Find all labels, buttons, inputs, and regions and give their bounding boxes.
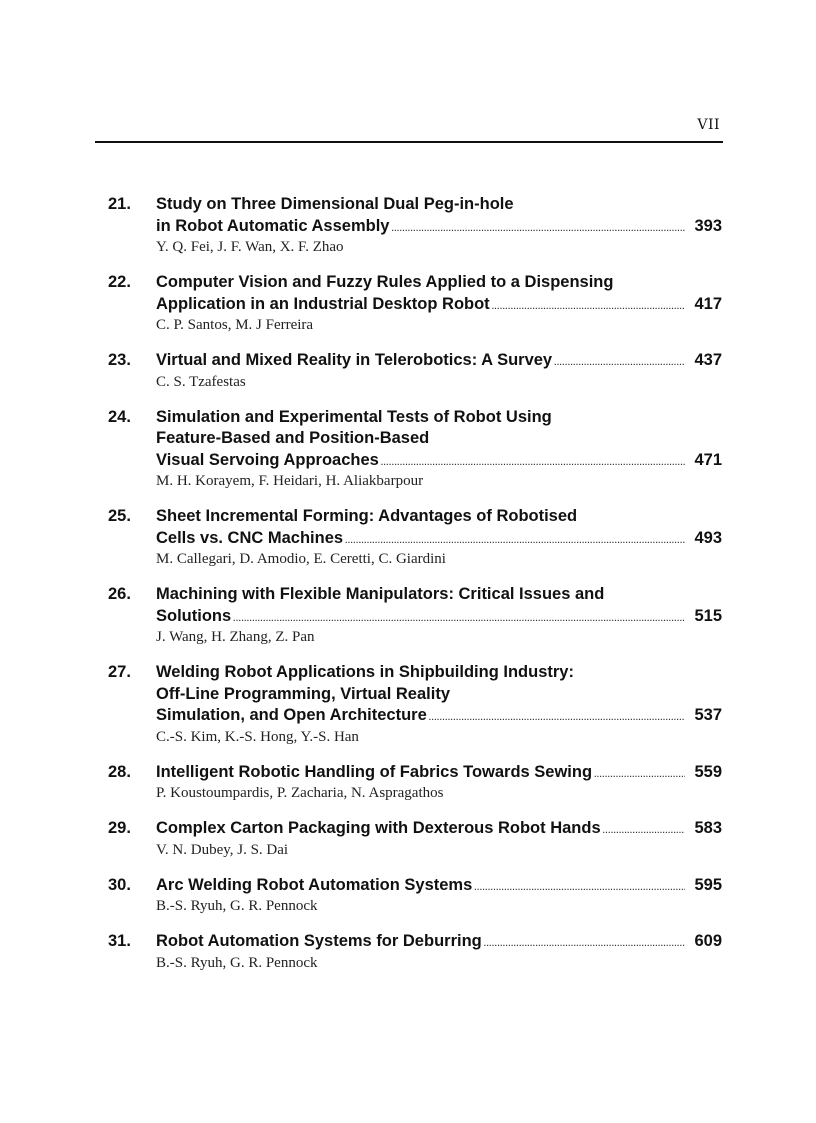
chapter-title-last-line (156, 294, 722, 316)
chapter-title-last-line (156, 931, 722, 953)
toc-entry-body (156, 931, 722, 974)
toc-entry-body (156, 350, 722, 393)
chapter-number: 26. (108, 585, 131, 603)
dot-leader (381, 459, 685, 467)
dot-leader (554, 359, 685, 367)
dot-leader (603, 827, 685, 835)
chapter-authors: M. Callegari, D. Amodio, E. Ceretti, C. Giardini (156, 551, 446, 567)
chapter-title-line: Welding Robot Applications in Shipbuilding Industry: (156, 663, 574, 681)
toc-entry-body (156, 818, 722, 861)
toc-entry[interactable] (108, 931, 722, 974)
toc-entry[interactable] (108, 350, 722, 393)
chapter-title-last-line (156, 705, 722, 727)
toc-entry-body (156, 506, 722, 570)
table-of-contents (108, 194, 722, 988)
chapter-page-number[interactable]: 393 (694, 216, 722, 235)
chapter-page-number[interactable]: 437 (694, 351, 722, 369)
toc-entry-body (156, 584, 722, 648)
chapter-title-last-line (156, 606, 722, 628)
toc-entry[interactable] (108, 818, 722, 861)
chapter-number: 27. (108, 663, 131, 681)
chapter-page-number[interactable]: 537 (694, 706, 722, 724)
dot-leader (233, 615, 685, 623)
toc-entry-body (156, 407, 722, 493)
dot-leader (474, 884, 685, 892)
chapter-page-number[interactable]: 493 (694, 528, 722, 547)
chapter-page-number[interactable]: 515 (694, 606, 722, 625)
toc-entry[interactable] (108, 506, 722, 570)
chapter-title-line: Robot Automation Systems for Deburring (156, 932, 482, 950)
chapter-title-line: Visual Servoing Approaches (156, 450, 379, 469)
chapter-page-number[interactable]: 595 (694, 875, 722, 894)
chapter-authors: M. H. Korayem, F. Heidari, H. Aliakbarpour (156, 473, 424, 489)
toc-entry[interactable] (108, 875, 722, 918)
toc-entry-body (156, 762, 722, 805)
chapter-title-last-line (156, 350, 722, 372)
chapter-authors: J. Wang, H. Zhang, Z. Pan (156, 629, 315, 645)
chapter-page-number[interactable]: 609 (694, 932, 722, 950)
dot-leader (429, 714, 685, 722)
dot-leader (594, 771, 685, 779)
chapter-number: 28. (108, 762, 131, 781)
dot-leader (345, 537, 685, 545)
chapter-authors: B.-S. Ryuh, G. R. Pennock (156, 898, 318, 914)
chapter-authors: C.-S. Kim, K.-S. Hong, Y.-S. Han (156, 728, 359, 745)
chapter-title-line: Complex Carton Packaging with Dexterous Robot Hands (156, 819, 601, 837)
toc-entry[interactable] (108, 584, 722, 648)
chapter-authors: Y. Q. Fei, J. F. Wan, X. F. Zhao (156, 239, 344, 255)
header-rule (95, 141, 723, 143)
dot-leader (391, 225, 685, 233)
chapter-title-line: Study on Three Dimensional Dual Peg-in-hole (156, 195, 514, 213)
chapter-title-line: Simulation, and Open Architecture (156, 706, 427, 724)
chapter-number: 30. (108, 875, 131, 894)
chapter-title-line: Cells vs. CNC Machines (156, 528, 344, 547)
chapter-title-line: Computer Vision and Fuzzy Rules Applied to a Dispensing (156, 273, 614, 291)
chapter-title-last-line (156, 528, 722, 550)
chapter-authors: C. P. Santos, M. J Ferreira (156, 317, 314, 333)
chapter-number: 21. (108, 195, 131, 213)
chapter-page-number[interactable]: 583 (694, 819, 722, 837)
chapter-title-line: Arc Welding Robot Automation Systems (156, 875, 473, 894)
chapter-number: 25. (108, 507, 131, 525)
chapter-authors: V. N. Dubey, J. S. Dai (156, 841, 289, 858)
chapter-title-line: Machining with Flexible Manipulators: Critical Issues and (156, 585, 605, 603)
chapter-title-line: Application in an Industrial Desktop Robot (156, 294, 490, 313)
chapter-number: 22. (108, 273, 131, 291)
toc-entry[interactable] (108, 662, 722, 748)
toc-entry-body (156, 662, 722, 748)
chapter-title-line: Sheet Incremental Forming: Advantages of Robotised (156, 507, 578, 525)
chapter-title-line: Simulation and Experimental Tests of Robot Using (156, 407, 552, 426)
chapter-page-number[interactable]: 559 (694, 762, 722, 781)
toc-entry[interactable] (108, 407, 722, 493)
toc-entry[interactable] (108, 194, 722, 258)
chapter-title-line: in Robot Automatic Assembly (156, 216, 390, 235)
chapter-authors: P. Koustoumpardis, P. Zacharia, N. Aspragathos (156, 785, 444, 801)
chapter-title-line: Feature-Based and Position-Based (156, 429, 430, 447)
page-number: VII (697, 117, 720, 133)
chapter-title-last-line (156, 762, 722, 784)
toc-entry-body (156, 272, 722, 336)
chapter-number: 29. (108, 819, 131, 837)
chapter-title-line: Solutions (156, 606, 232, 625)
chapter-authors: C. S. Tzafestas (156, 373, 246, 390)
chapter-title-last-line (156, 216, 722, 238)
toc-entry[interactable] (108, 762, 722, 805)
chapter-title-line: Off-Line Programming, Virtual Reality (156, 684, 450, 703)
toc-entry[interactable] (108, 272, 722, 336)
chapter-number: 31. (108, 932, 131, 950)
toc-entry-body (156, 194, 722, 258)
chapter-title-last-line (156, 875, 722, 897)
chapter-title-line: Intelligent Robotic Handling of Fabrics Towards Sewing (156, 762, 593, 781)
toc-entry-body (156, 875, 722, 918)
chapter-number: 23. (108, 351, 131, 369)
chapter-page-number[interactable]: 471 (694, 450, 722, 469)
dot-leader (484, 940, 685, 948)
chapter-title-last-line (156, 450, 722, 472)
chapter-title-last-line (156, 818, 722, 840)
chapter-title-line: Virtual and Mixed Reality in Telerobotics: A Survey (156, 351, 553, 369)
chapter-number: 24. (108, 407, 131, 426)
dot-leader (492, 303, 685, 311)
chapter-authors: B.-S. Ryuh, G. R. Pennock (156, 954, 318, 971)
chapter-page-number[interactable]: 417 (694, 294, 722, 313)
